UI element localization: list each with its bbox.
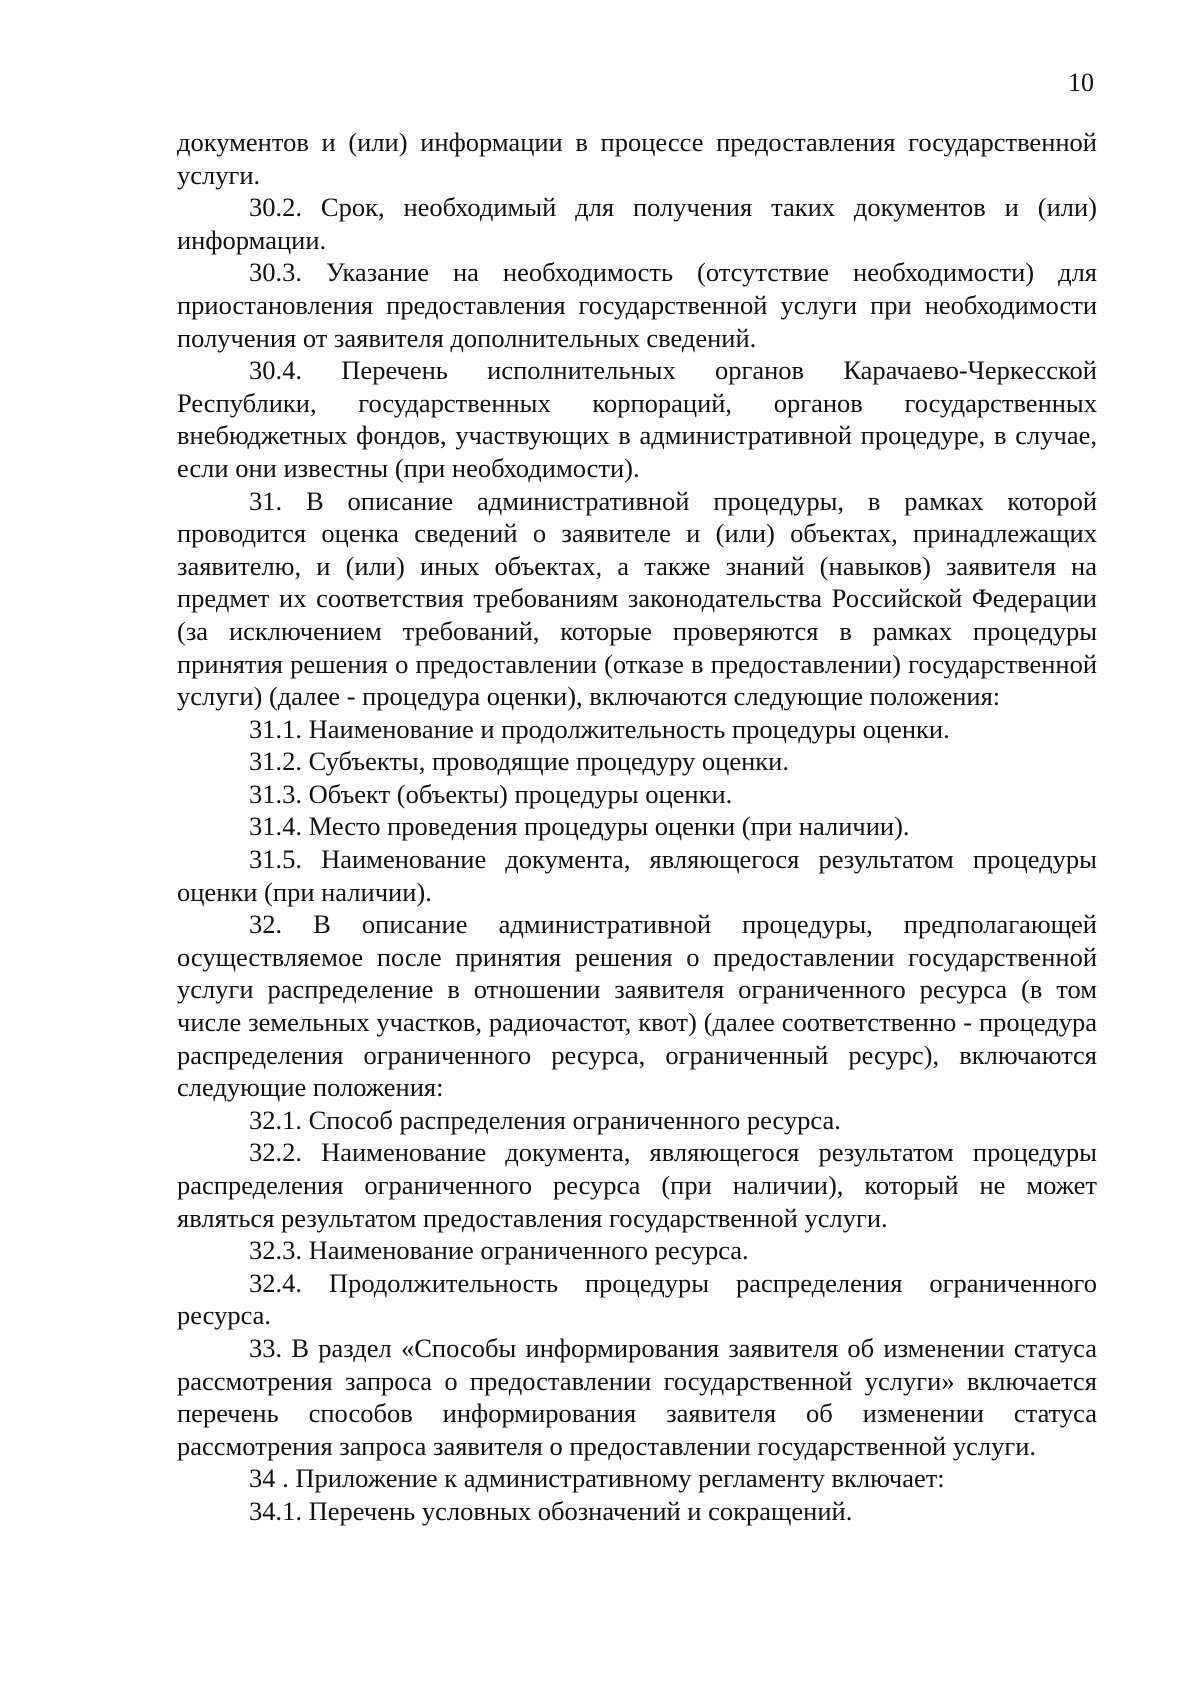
paragraph: 31. В описание административной процедуры, в рамках которой проводится оценка сведений о заявителе и (или) объектах, принадлежащих заявителю, и (или) иных объектах, а также знаний (навыков) заявителя на предмет их соответствия требованиям законодательства Российской Федерации (за исключением требований, которые проверяются в рамках процедуры принятия решения о предоставлении (отказе в предоставлении) государственной услуги) (далее - процедура оценки), включаются следующие положения: xyxy=(177,485,1097,712)
paragraph: 33. В раздел «Способы информирования заявителя об изменении статуса рассмотрения запроса о предоставлении государственной услуги» включается перечень способов информирования заявителя об изменении статуса рассмотрения запроса заявителя о предоставлении государственной услуги. xyxy=(177,1332,1097,1461)
page-number: 10 xyxy=(1068,68,1094,97)
paragraph: документов и (или) информации в процессе предоставления государственной услуги. xyxy=(177,127,1097,190)
document-body xyxy=(177,126,1097,1528)
paragraph: 31.4. Место проведения процедуры оценки (при наличии). xyxy=(249,811,910,842)
paragraph: 31.3. Объект (объекты) процедуры оценки. xyxy=(249,778,733,809)
paragraph: 34.1. Перечень условных обозначений и сокращений. xyxy=(249,1495,853,1526)
paragraph: 30.2. Срок, необходимый для получения таких документов и (или) информации. xyxy=(177,192,1097,255)
paragraph: 34 . Приложение к административному регламенту включает: xyxy=(249,1463,945,1494)
paragraph: 30.3. Указание на необходимость (отсутствие необходимости) для приостановления предоставления государственной услуги при необходимости получения от заявителя дополнительных сведений. xyxy=(177,257,1097,353)
paragraph: 30.4. Перечень исполнительных органов Карачаево-Черкесской Республики, государственных корпораций, органов государственных внебюджетных фондов, участвующих в административной процедуре, в случае, если они известны (при необходимости). xyxy=(177,355,1097,483)
paragraph: 32.3. Наименование ограниченного ресурса. xyxy=(249,1235,749,1266)
paragraph: 31.5. Наименование документа, являющегося результатом процедуры оценки (при наличии). xyxy=(177,844,1097,907)
paragraph: 32.4. Продолжительность процедуры распределения ограниченного ресурса. xyxy=(177,1267,1097,1331)
paragraph: 31.2. Субъекты, проводящие процедуру оценки. xyxy=(249,746,789,777)
paragraph: 32.2. Наименование документа, являющегося результатом процедуры распределения ограниченного ресурса (при наличии), который не может являться результатом предоставления государственной услуги. xyxy=(177,1137,1097,1233)
paragraph: 31.1. Наименование и продолжительность процедуры оценки. xyxy=(249,713,950,744)
paragraph: 32.1. Способ распределения ограниченного ресурса. xyxy=(249,1104,841,1135)
paragraph: 32. В описание административной процедуры, предполагающей осуществляемое после принятия решения о предоставлении государственной услуги распределение в отношении заявителя ограниченного ресурса (в том числе земельных участков, радиочастот, квот) (далее соответственно - процедура распределения ограниченного ресурса, ограниченный ресурс), включаются следующие положения: xyxy=(177,909,1097,1103)
